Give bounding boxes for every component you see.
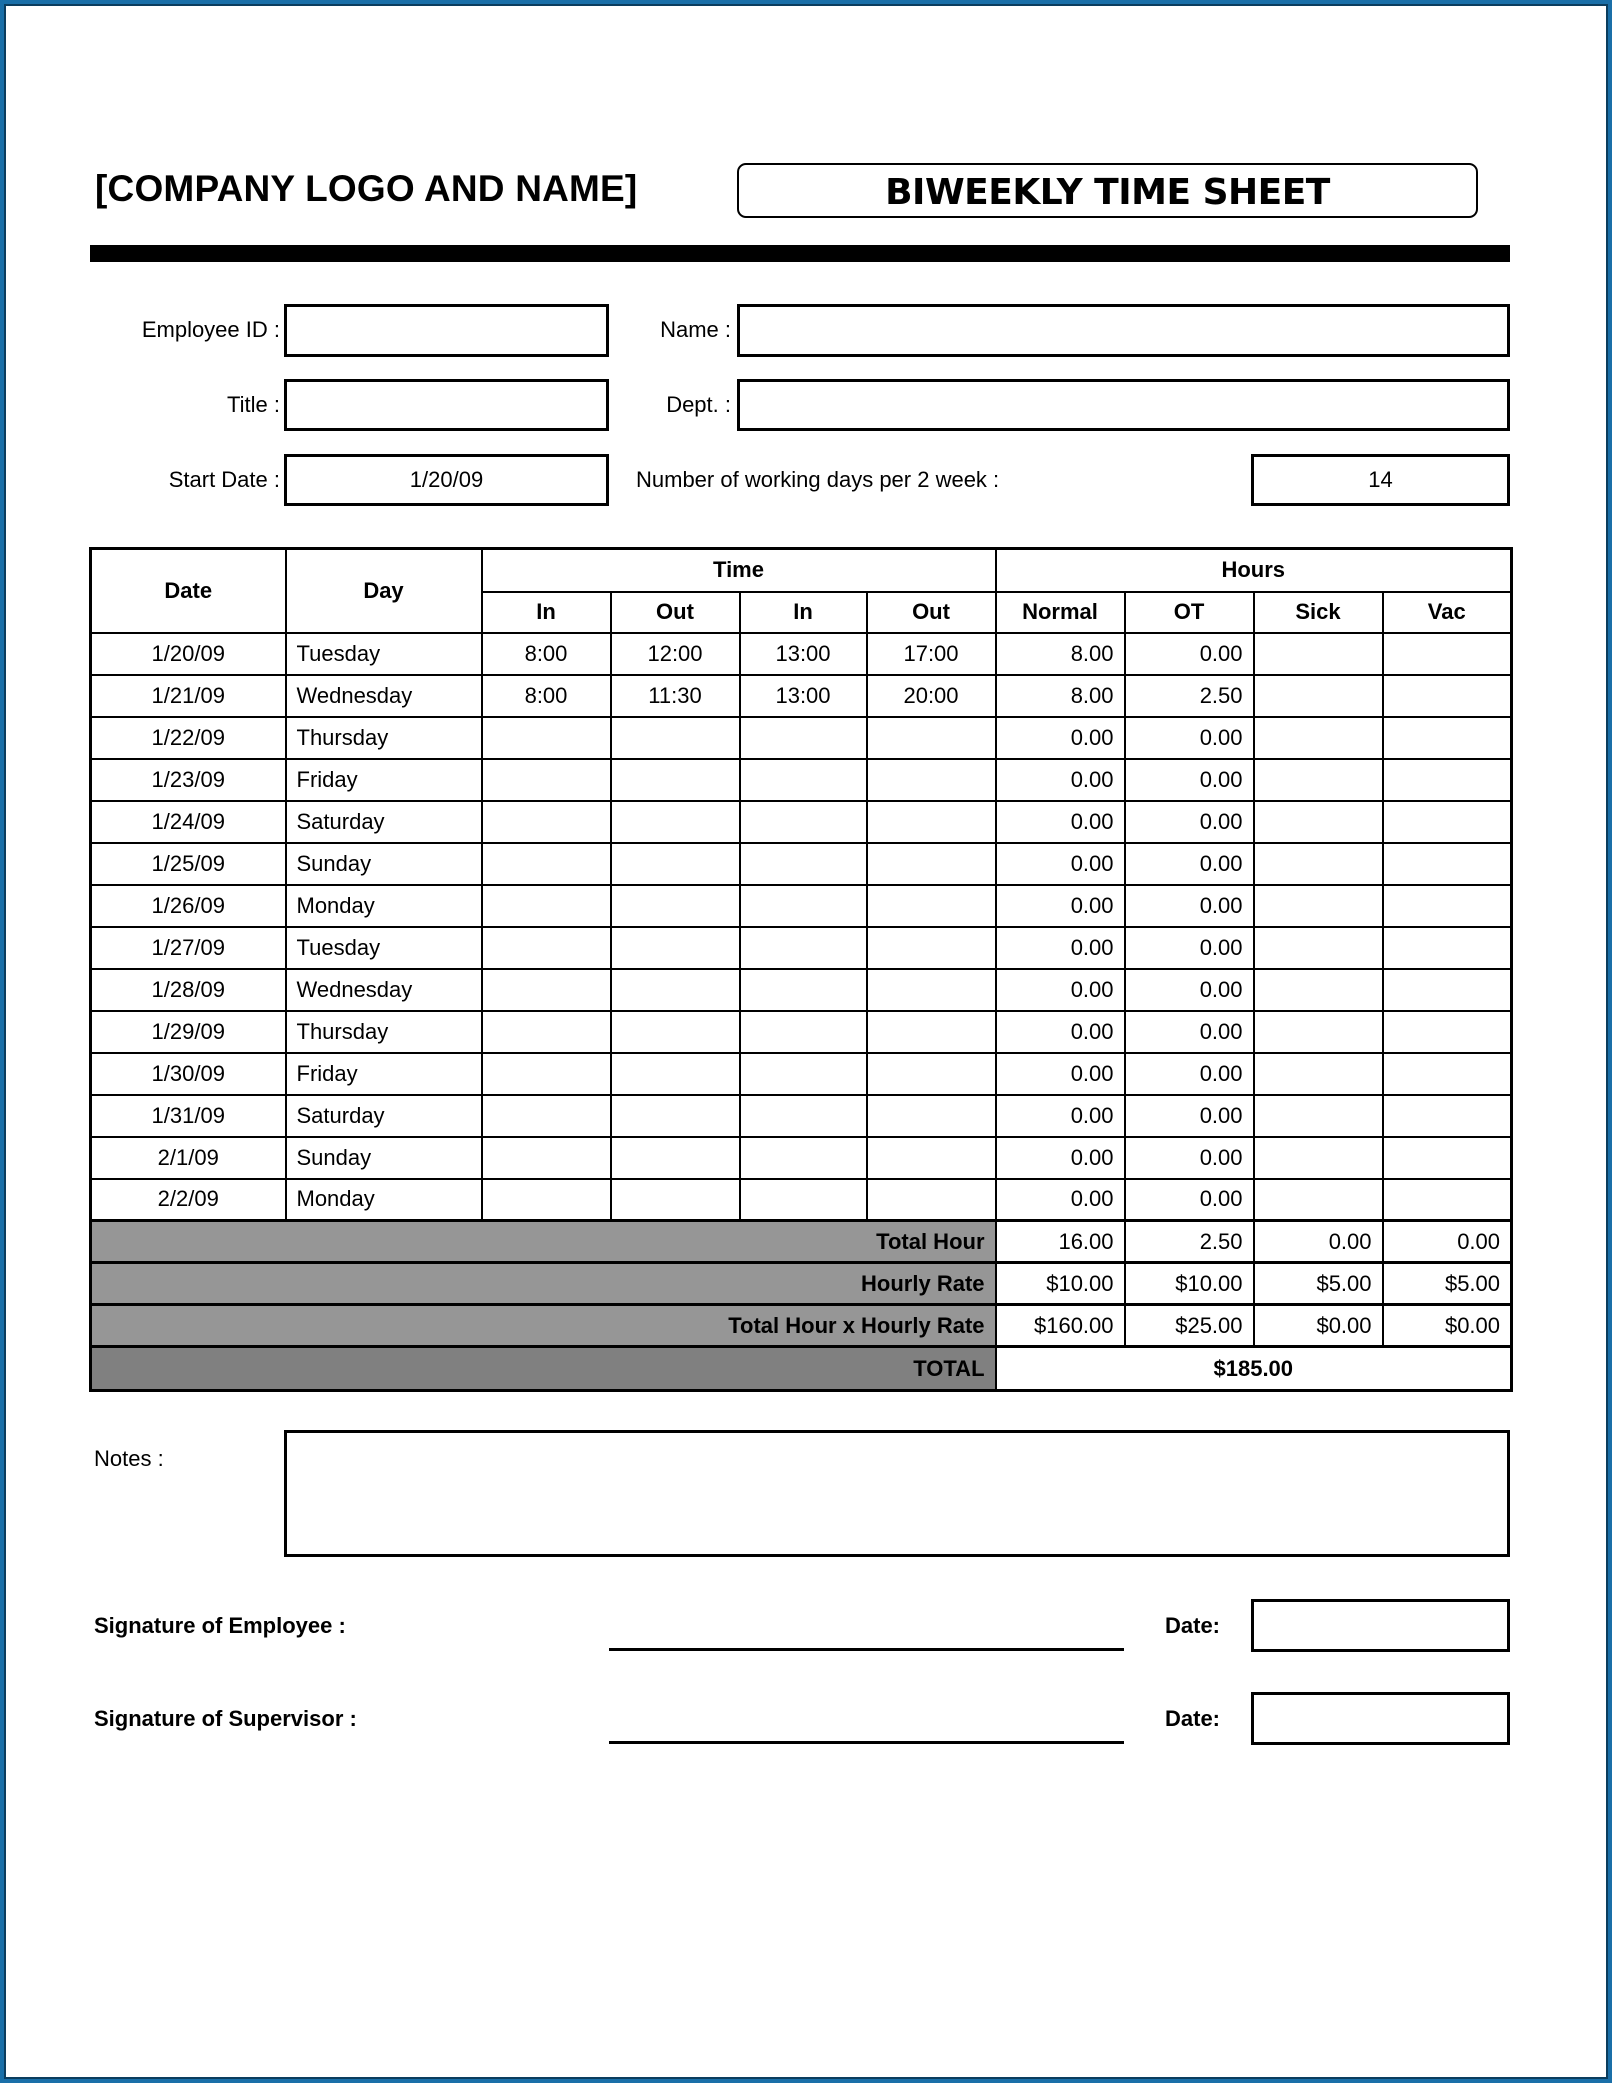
time-out-2-cell[interactable]: 17:00 bbox=[867, 633, 996, 675]
normal-hours-cell: 8.00 bbox=[996, 675, 1125, 717]
table-row bbox=[91, 1011, 1512, 1053]
time-in-2-cell[interactable] bbox=[740, 717, 867, 759]
employee-id-field[interactable] bbox=[284, 304, 609, 357]
normal-hours-cell: 0.00 bbox=[996, 801, 1125, 843]
col-header-ot: OT bbox=[1125, 592, 1254, 633]
sick-hours-cell[interactable] bbox=[1254, 843, 1383, 885]
ot-hours-cell: 0.00 bbox=[1125, 1053, 1254, 1095]
table-row bbox=[91, 969, 1512, 1011]
table-row bbox=[91, 801, 1512, 843]
time-in-2-cell[interactable] bbox=[740, 969, 867, 1011]
vac-hours-cell[interactable] bbox=[1383, 633, 1512, 675]
supervisor-signature-line[interactable] bbox=[609, 1741, 1124, 1744]
col-header-in-1: In bbox=[482, 592, 611, 633]
sick-hours-cell[interactable] bbox=[1254, 717, 1383, 759]
time-out-1-cell[interactable] bbox=[611, 1011, 740, 1053]
start-date-label: Start Date : bbox=[168, 467, 280, 492]
normal-hours-cell: 0.00 bbox=[996, 1095, 1125, 1137]
time-in-1-cell[interactable]: 8:00 bbox=[482, 675, 611, 717]
table-row bbox=[91, 885, 1512, 927]
day-cell: Tuesday bbox=[286, 633, 482, 675]
notes-field[interactable] bbox=[284, 1430, 1510, 1557]
time-out-2-cell[interactable] bbox=[867, 1179, 996, 1221]
time-in-1-cell[interactable] bbox=[482, 1095, 611, 1137]
time-out-2-cell[interactable] bbox=[867, 1095, 996, 1137]
time-out-2-cell[interactable] bbox=[867, 801, 996, 843]
time-in-2-cell[interactable] bbox=[740, 885, 867, 927]
time-out-1-cell[interactable] bbox=[611, 717, 740, 759]
day-cell: Wednesday bbox=[286, 969, 482, 1011]
date-cell: 1/23/09 bbox=[91, 759, 286, 801]
col-header-day: Day bbox=[286, 549, 482, 633]
date-cell: 1/21/09 bbox=[91, 675, 286, 717]
time-out-1-cell[interactable] bbox=[611, 1179, 740, 1221]
time-out-2-cell[interactable] bbox=[867, 969, 996, 1011]
hourly-rate-label: Hourly Rate bbox=[91, 1263, 996, 1305]
time-in-1-cell[interactable] bbox=[482, 927, 611, 969]
time-in-1-cell[interactable] bbox=[482, 801, 611, 843]
table-row bbox=[91, 717, 1512, 759]
day-cell: Friday bbox=[286, 759, 482, 801]
time-out-1-cell[interactable] bbox=[611, 1095, 740, 1137]
col-group-hours: Hours bbox=[996, 549, 1512, 592]
header-row-groups bbox=[91, 549, 1512, 592]
grand-total-label: TOTAL bbox=[91, 1347, 996, 1391]
time-out-1-cell[interactable] bbox=[611, 969, 740, 1011]
time-in-2-cell[interactable]: 13:00 bbox=[740, 633, 867, 675]
sick-hours-cell[interactable] bbox=[1254, 1137, 1383, 1179]
sick-hours-cell[interactable] bbox=[1254, 1095, 1383, 1137]
total-hour-ot: 2.50 bbox=[1125, 1221, 1254, 1263]
time-in-1-cell[interactable]: 8:00 bbox=[482, 633, 611, 675]
total-hour-row bbox=[91, 1221, 1512, 1263]
name-field[interactable] bbox=[737, 304, 1510, 357]
normal-hours-cell: 0.00 bbox=[996, 759, 1125, 801]
sick-hours-cell[interactable] bbox=[1254, 927, 1383, 969]
normal-hours-cell: 0.00 bbox=[996, 717, 1125, 759]
normal-hours-cell: 0.00 bbox=[996, 969, 1125, 1011]
sick-hours-cell[interactable] bbox=[1254, 801, 1383, 843]
total-pay-ot: $25.00 bbox=[1125, 1305, 1254, 1347]
day-cell: Wednesday bbox=[286, 675, 482, 717]
hourly-rate-row bbox=[91, 1263, 1512, 1305]
time-in-1-cell[interactable] bbox=[482, 717, 611, 759]
vac-hours-cell[interactable] bbox=[1383, 1137, 1512, 1179]
date-cell: 1/25/09 bbox=[91, 843, 286, 885]
sick-hours-cell[interactable] bbox=[1254, 633, 1383, 675]
time-out-1-cell[interactable]: 12:00 bbox=[611, 633, 740, 675]
vac-hours-cell[interactable] bbox=[1383, 759, 1512, 801]
time-in-2-cell[interactable] bbox=[740, 801, 867, 843]
sheet-title: BIWEEKLY TIME SHEET bbox=[737, 163, 1478, 218]
employee-date-field[interactable] bbox=[1251, 1599, 1510, 1652]
day-cell: Sunday bbox=[286, 1137, 482, 1179]
table-row bbox=[91, 633, 1512, 675]
title-field[interactable] bbox=[284, 379, 609, 431]
vac-hours-cell[interactable] bbox=[1383, 969, 1512, 1011]
day-cell: Thursday bbox=[286, 717, 482, 759]
date-cell: 2/2/09 bbox=[91, 1179, 286, 1221]
sick-hours-cell[interactable] bbox=[1254, 1011, 1383, 1053]
header-divider bbox=[90, 245, 1510, 262]
day-cell: Monday bbox=[286, 885, 482, 927]
grand-total-row bbox=[91, 1347, 1512, 1391]
time-out-2-cell[interactable] bbox=[867, 885, 996, 927]
ot-hours-cell: 0.00 bbox=[1125, 1179, 1254, 1221]
working-days-label: Number of working days per 2 week : bbox=[636, 467, 1000, 492]
vac-hours-cell[interactable] bbox=[1383, 843, 1512, 885]
time-in-1-cell[interactable] bbox=[482, 843, 611, 885]
sick-hours-cell[interactable] bbox=[1254, 759, 1383, 801]
table-row bbox=[91, 759, 1512, 801]
name-label: Name : bbox=[660, 317, 731, 342]
sick-hours-cell[interactable] bbox=[1254, 1053, 1383, 1095]
employee-signature-label: Signature of Employee : bbox=[94, 1613, 346, 1638]
ot-hours-cell: 0.00 bbox=[1125, 969, 1254, 1011]
col-group-time: Time bbox=[482, 549, 996, 592]
working-days-field[interactable]: 14 bbox=[1251, 454, 1510, 506]
time-out-2-cell[interactable] bbox=[867, 1011, 996, 1053]
time-out-2-cell[interactable] bbox=[867, 927, 996, 969]
sick-hours-cell[interactable] bbox=[1254, 1179, 1383, 1221]
ot-hours-cell: 2.50 bbox=[1125, 675, 1254, 717]
normal-hours-cell: 0.00 bbox=[996, 843, 1125, 885]
time-in-2-cell[interactable] bbox=[740, 1137, 867, 1179]
time-out-1-cell[interactable] bbox=[611, 1137, 740, 1179]
total-pay-sick: $0.00 bbox=[1254, 1305, 1383, 1347]
normal-hours-cell: 0.00 bbox=[996, 1179, 1125, 1221]
time-out-2-cell[interactable] bbox=[867, 843, 996, 885]
vac-hours-cell[interactable] bbox=[1383, 675, 1512, 717]
time-in-1-cell[interactable] bbox=[482, 1179, 611, 1221]
vac-hours-cell[interactable] bbox=[1383, 1179, 1512, 1221]
table-row bbox=[91, 1179, 1512, 1221]
day-cell: Saturday bbox=[286, 1095, 482, 1137]
employee-id-label: Employee ID : bbox=[141, 317, 280, 342]
table-row bbox=[91, 1053, 1512, 1095]
time-out-1-cell[interactable] bbox=[611, 801, 740, 843]
vac-hours-cell[interactable] bbox=[1383, 717, 1512, 759]
time-out-1-cell[interactable] bbox=[611, 759, 740, 801]
day-cell: Tuesday bbox=[286, 927, 482, 969]
time-out-1-cell[interactable] bbox=[611, 843, 740, 885]
normal-hours-cell: 0.00 bbox=[996, 1011, 1125, 1053]
time-out-2-cell[interactable] bbox=[867, 759, 996, 801]
time-in-1-cell[interactable] bbox=[482, 759, 611, 801]
ot-hours-cell: 0.00 bbox=[1125, 1011, 1254, 1053]
time-in-2-cell[interactable] bbox=[740, 759, 867, 801]
col-header-vac: Vac bbox=[1383, 592, 1512, 633]
total-hour-label: Total Hour bbox=[91, 1221, 996, 1263]
time-in-1-cell[interactable] bbox=[482, 885, 611, 927]
col-header-in-2: In bbox=[740, 592, 867, 633]
supervisor-date-field[interactable] bbox=[1251, 1692, 1510, 1745]
date-cell: 1/27/09 bbox=[91, 927, 286, 969]
date-cell: 1/29/09 bbox=[91, 1011, 286, 1053]
day-cell: Friday bbox=[286, 1053, 482, 1095]
date-cell: 1/24/09 bbox=[91, 801, 286, 843]
vac-hours-cell[interactable] bbox=[1383, 801, 1512, 843]
date-cell: 1/30/09 bbox=[91, 1053, 286, 1095]
col-header-sick: Sick bbox=[1254, 592, 1383, 633]
ot-hours-cell: 0.00 bbox=[1125, 927, 1254, 969]
date-cell: 1/28/09 bbox=[91, 969, 286, 1011]
total-pay-normal: $160.00 bbox=[996, 1305, 1125, 1347]
day-cell: Saturday bbox=[286, 801, 482, 843]
title-label: Title : bbox=[227, 392, 280, 417]
ot-hours-cell: 0.00 bbox=[1125, 885, 1254, 927]
time-in-2-cell[interactable] bbox=[740, 927, 867, 969]
time-out-1-cell[interactable]: 11:30 bbox=[611, 675, 740, 717]
time-in-2-cell[interactable] bbox=[740, 1011, 867, 1053]
date-cell: 2/1/09 bbox=[91, 1137, 286, 1179]
vac-hours-cell[interactable] bbox=[1383, 1053, 1512, 1095]
time-in-1-cell[interactable] bbox=[482, 1011, 611, 1053]
vac-hours-cell[interactable] bbox=[1383, 1095, 1512, 1137]
employee-signature-line[interactable] bbox=[609, 1648, 1124, 1651]
table-row bbox=[91, 843, 1512, 885]
table-row bbox=[91, 1095, 1512, 1137]
supervisor-date-label: Date: bbox=[1165, 1706, 1221, 1731]
timesheet-table bbox=[89, 547, 1513, 1392]
hourly-rate-vac[interactable]: $5.00 bbox=[1383, 1263, 1512, 1305]
ot-hours-cell: 0.00 bbox=[1125, 1095, 1254, 1137]
total-pay-vac: $0.00 bbox=[1383, 1305, 1512, 1347]
sick-hours-cell[interactable] bbox=[1254, 885, 1383, 927]
time-in-1-cell[interactable] bbox=[482, 1137, 611, 1179]
date-cell: 1/31/09 bbox=[91, 1095, 286, 1137]
start-date-field[interactable]: 1/20/09 bbox=[284, 454, 609, 506]
total-pay-label: Total Hour x Hourly Rate bbox=[91, 1305, 996, 1347]
time-in-2-cell[interactable] bbox=[740, 843, 867, 885]
company-name: [COMPANY LOGO AND NAME] bbox=[95, 168, 638, 209]
table-row bbox=[91, 927, 1512, 969]
vac-hours-cell[interactable] bbox=[1383, 885, 1512, 927]
day-cell: Thursday bbox=[286, 1011, 482, 1053]
employee-date-label: Date: bbox=[1165, 1613, 1221, 1638]
date-cell: 1/26/09 bbox=[91, 885, 286, 927]
date-cell: 1/22/09 bbox=[91, 717, 286, 759]
time-in-2-cell[interactable] bbox=[740, 1053, 867, 1095]
vac-hours-cell[interactable] bbox=[1383, 1011, 1512, 1053]
col-header-out-2: Out bbox=[867, 592, 996, 633]
time-in-2-cell[interactable]: 13:00 bbox=[740, 675, 867, 717]
sick-hours-cell[interactable] bbox=[1254, 675, 1383, 717]
normal-hours-cell: 8.00 bbox=[996, 633, 1125, 675]
ot-hours-cell: 0.00 bbox=[1125, 633, 1254, 675]
time-out-2-cell[interactable] bbox=[867, 1053, 996, 1095]
date-cell: 1/20/09 bbox=[91, 633, 286, 675]
time-out-1-cell[interactable] bbox=[611, 927, 740, 969]
normal-hours-cell: 0.00 bbox=[996, 1137, 1125, 1179]
table-row bbox=[91, 675, 1512, 717]
sick-hours-cell[interactable] bbox=[1254, 969, 1383, 1011]
ot-hours-cell: 0.00 bbox=[1125, 759, 1254, 801]
ot-hours-cell: 0.00 bbox=[1125, 843, 1254, 885]
supervisor-signature-label: Signature of Supervisor : bbox=[94, 1706, 357, 1731]
total-hour-normal: 16.00 bbox=[996, 1221, 1125, 1263]
normal-hours-cell: 0.00 bbox=[996, 885, 1125, 927]
ot-hours-cell: 0.00 bbox=[1125, 801, 1254, 843]
time-out-1-cell[interactable] bbox=[611, 885, 740, 927]
col-header-date: Date bbox=[91, 549, 286, 633]
ot-hours-cell: 0.00 bbox=[1125, 717, 1254, 759]
vac-hours-cell[interactable] bbox=[1383, 927, 1512, 969]
grand-total-value: $185.00 bbox=[996, 1347, 1512, 1391]
total-pay-row bbox=[91, 1305, 1512, 1347]
time-in-1-cell[interactable] bbox=[482, 969, 611, 1011]
hourly-rate-sick[interactable]: $5.00 bbox=[1254, 1263, 1383, 1305]
day-cell: Sunday bbox=[286, 843, 482, 885]
total-hour-vac: 0.00 bbox=[1383, 1221, 1512, 1263]
time-in-1-cell[interactable] bbox=[482, 1053, 611, 1095]
col-header-normal: Normal bbox=[996, 592, 1125, 633]
normal-hours-cell: 0.00 bbox=[996, 1053, 1125, 1095]
time-out-2-cell[interactable] bbox=[867, 717, 996, 759]
notes-label: Notes : bbox=[94, 1446, 164, 1471]
time-out-2-cell[interactable]: 20:00 bbox=[867, 675, 996, 717]
time-in-2-cell[interactable] bbox=[740, 1179, 867, 1221]
hourly-rate-normal[interactable]: $10.00 bbox=[996, 1263, 1125, 1305]
time-out-2-cell[interactable] bbox=[867, 1137, 996, 1179]
dept-label: Dept. : bbox=[666, 392, 731, 417]
total-hour-sick: 0.00 bbox=[1254, 1221, 1383, 1263]
table-row bbox=[91, 1137, 1512, 1179]
time-in-2-cell[interactable] bbox=[740, 1095, 867, 1137]
dept-field[interactable] bbox=[737, 379, 1510, 431]
hourly-rate-ot[interactable]: $10.00 bbox=[1125, 1263, 1254, 1305]
day-cell: Monday bbox=[286, 1179, 482, 1221]
col-header-out-1: Out bbox=[611, 592, 740, 633]
normal-hours-cell: 0.00 bbox=[996, 927, 1125, 969]
ot-hours-cell: 0.00 bbox=[1125, 1137, 1254, 1179]
time-out-1-cell[interactable] bbox=[611, 1053, 740, 1095]
